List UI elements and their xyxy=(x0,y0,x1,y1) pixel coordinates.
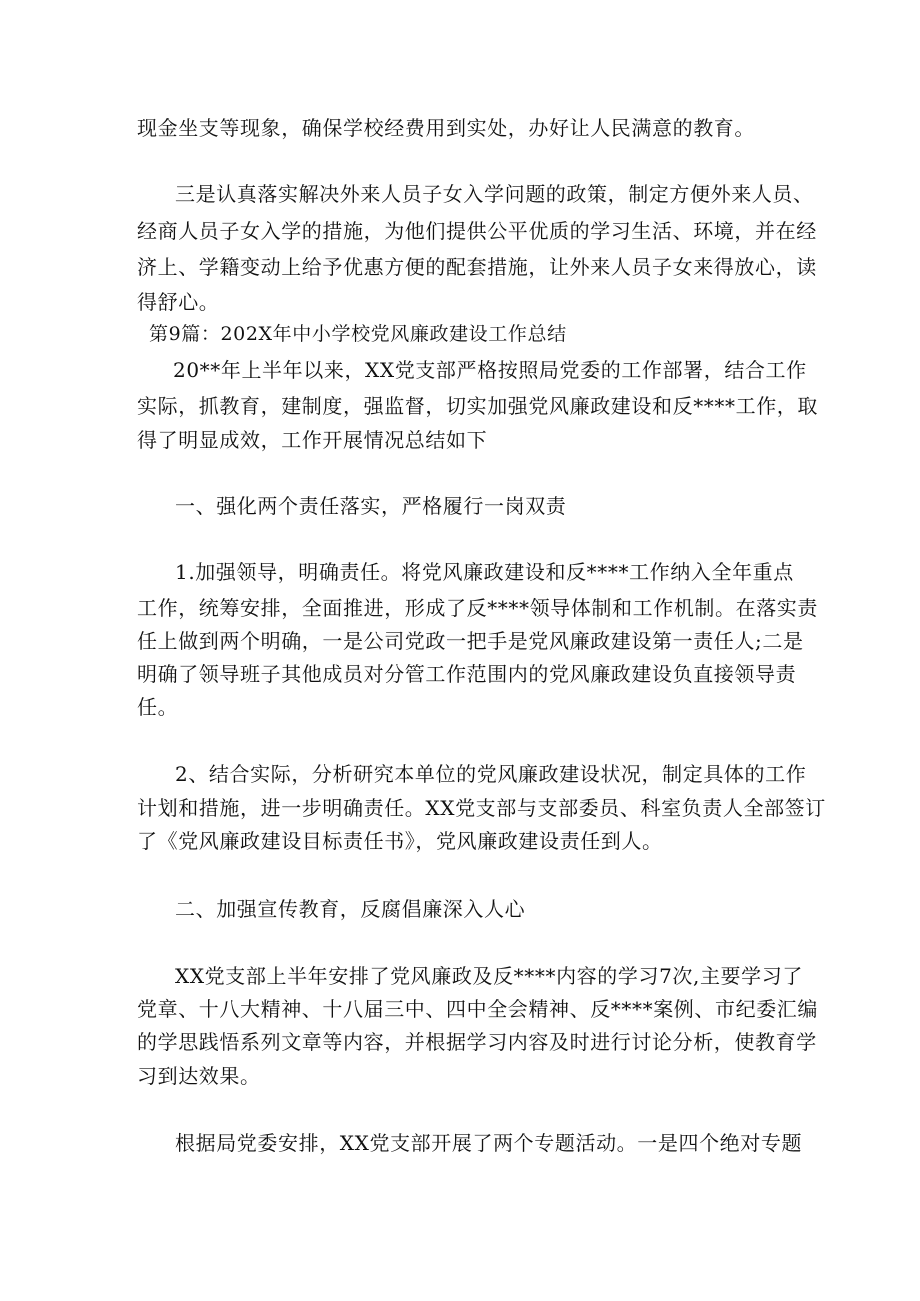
text-line: 2、结合实际，分析研究本单位的党风廉政建设状况，制定具体的工作 xyxy=(175,762,807,786)
text-line: 三是认真落实解决外来人员子女入学问题的政策，制定方便外来人员、 xyxy=(175,182,814,206)
text-line: 实际，抓教育，建制度，强监督，切实加强党风廉政建设和反****工作，取 xyxy=(137,394,818,418)
text-line: XX党支部上半年安排了党风廉政及反****内容的学习7次,主要学习了 xyxy=(175,964,803,988)
text-line: 习到达效果。 xyxy=(137,1064,261,1088)
text-line: 了《党风廉政建设目标责任书》，党风廉政建设责任到人。 xyxy=(137,829,663,853)
heading-two: 二、加强宣传教育，反腐倡廉深入人心 xyxy=(175,897,526,921)
text-line: 党章、十八大精神、十八届三中、四中全会精神、反****案例、市纪委汇编 xyxy=(137,997,818,1021)
text-line: 任上做到两个明确，一是公司党政一把手是党风廉政建设第一责任人;二是 xyxy=(137,629,804,653)
text-line: 20**年上半年以来，XX党支部严格按照局党委的工作部署，结合工作 xyxy=(173,358,807,382)
text-line: 经商人员子女入学的措施，为他们提供公平优质的学习生活、环境，并在经 xyxy=(137,219,817,243)
text-line: 根据局党委安排，XX党支部开展了两个专题活动。一是四个绝对专题 xyxy=(175,1131,803,1155)
text-line: 明确了领导班子其他成员对分管工作范围内的党风廉政建设负直接领导责 xyxy=(137,662,797,686)
heading-one: 一、强化两个责任落实，严格履行一岗双责 xyxy=(175,494,567,518)
text-line: 得舒心。 xyxy=(137,290,220,314)
section-title: 第9篇：202X年中小学校党风廉政建设工作总结 xyxy=(149,323,567,345)
text-line: 得了明显成效，工作开展情况总结如下 xyxy=(137,428,488,452)
text-line: 的学思践悟系列文章等内容，并根据学习内容及时进行讨论分析，使教育学 xyxy=(137,1030,817,1054)
text-line: 任。 xyxy=(137,695,179,719)
text-line: 济上、学籍变动上给予优惠方便的配套措施，让外来人员子女来得放心，读 xyxy=(137,255,817,279)
text-line: 1.加强领导，明确责任。将党风廉政建设和反****工作纳入全年重点 xyxy=(175,560,794,584)
text-line: 工作，统筹安排，全面推进，形成了反****领导体制和工作机制。在落实责 xyxy=(137,596,818,620)
text-line: 计划和措施，进一步明确责任。XX党支部与支部委员、科室负责人全部签订 xyxy=(137,796,826,820)
text-line: 现金坐支等现象，确保学校经费用到实处，办好让人民满意的教育。 xyxy=(137,116,755,140)
